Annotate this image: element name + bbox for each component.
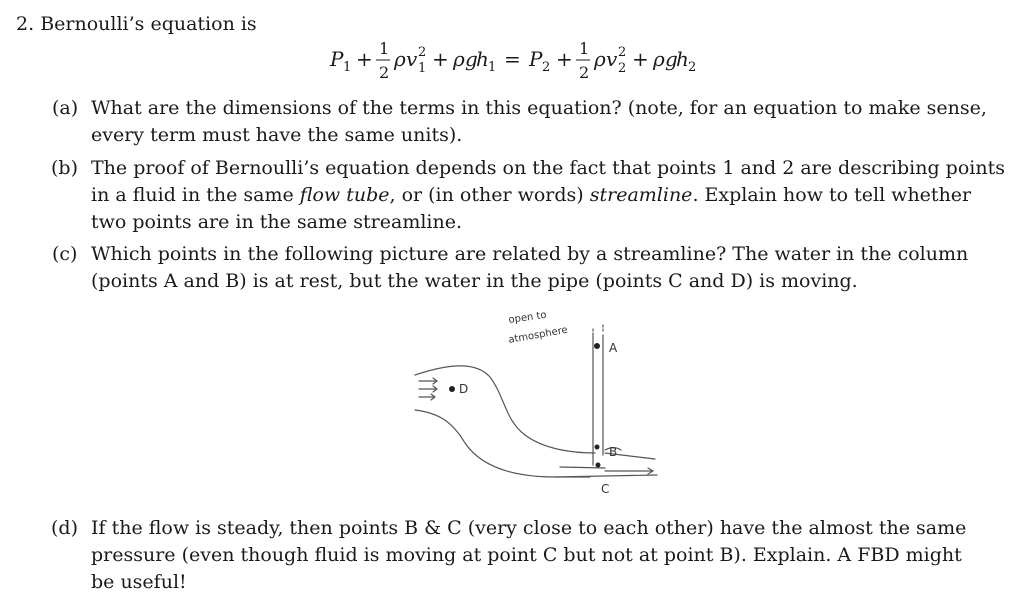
eq-plus-3: +	[556, 47, 573, 71]
eq-hsub-1: 1	[488, 60, 497, 75]
flow-arrow-1	[419, 378, 437, 384]
part-b-line-1: The proof of Bernoulli’s equation depends on the fact that points 1 and 2 are describing points	[91, 157, 1005, 179]
part-b-line-3: two points are in the same streamline.	[91, 211, 463, 233]
eq-sub1: 1	[343, 60, 352, 75]
eq-vsub-2: 2	[618, 61, 627, 76]
part-d-line-1: If the flow is steady, then points B & C (very close to each other) have the almost the same	[91, 517, 967, 539]
eq-rho-3: ρ	[594, 47, 606, 71]
eq-v-2: v	[606, 47, 618, 71]
note-atmosphere: atmosphere	[507, 324, 569, 346]
pipe-right-bottom	[555, 475, 657, 477]
point-c-dot	[596, 463, 601, 468]
eq-equals: =	[504, 47, 521, 71]
part-b-term-streamline: streamline	[589, 184, 693, 206]
part-b-line-2-post: . Explain how to tell whether	[692, 184, 972, 206]
lower-flow-arrow	[605, 468, 653, 474]
eq-half-num-2: 1	[579, 39, 590, 58]
eq-plus-1: +	[356, 47, 373, 71]
eq-rho-4: ρ	[653, 47, 665, 71]
part-c-line-1: Which points in the following picture are related by a streamline? The water in the column	[91, 243, 969, 265]
part-a-label: (a)	[52, 97, 79, 119]
problem-heading-text: Bernoulli’s equation is	[40, 13, 257, 35]
point-b-dot	[595, 445, 600, 450]
pipe-upper-wall	[415, 366, 595, 453]
part-b-line-2	[91, 182, 971, 209]
eq-plus-4: +	[632, 47, 649, 71]
label-c: C	[601, 482, 610, 496]
label-d: D	[459, 382, 469, 396]
problem-heading	[16, 11, 257, 38]
eq-v-1: v	[406, 47, 418, 71]
eq-h-1: h	[476, 47, 489, 71]
part-d-label: (d)	[51, 517, 78, 539]
eq-half-den-1: 2	[379, 63, 390, 82]
bernoulli-equation	[330, 32, 710, 86]
flow-arrow-2	[419, 386, 437, 392]
equation-svg	[330, 32, 710, 86]
part-a-line-1: What are the dimensions of the terms in this equation? (note, for an equation to make sense,	[91, 97, 987, 119]
point-d-dot	[449, 386, 455, 392]
problem-number: 2.	[16, 13, 35, 35]
figure-drawing	[405, 305, 675, 510]
point-a-dot	[594, 343, 600, 349]
part-b-term-flow-tube: flow tube	[299, 184, 390, 206]
eq-g-1: g	[465, 47, 478, 71]
eq-h-2: h	[676, 47, 689, 71]
part-c-label: (c)	[52, 243, 78, 265]
flow-arrow-3	[419, 394, 435, 400]
eq-sub2: 2	[542, 60, 551, 75]
eq-P2: P	[529, 47, 543, 71]
eq-P1: P	[330, 47, 344, 71]
part-b-label: (b)	[51, 157, 78, 179]
eq-half-den-2: 2	[579, 63, 590, 82]
eq-sq-1: 2	[418, 45, 427, 60]
eq-g-2: g	[665, 47, 678, 71]
eq-plus-2: +	[432, 47, 449, 71]
eq-rho-2: ρ	[453, 47, 465, 71]
part-c-line-2: (points A and B) is at rest, but the water in the pipe (points C and D) is moving.	[91, 270, 858, 292]
part-b-line-2-mid: , or (in other words)	[389, 184, 590, 206]
part-d-line-3: be useful!	[91, 571, 187, 593]
eq-rho-1: ρ	[394, 47, 406, 71]
eq-half-num-1: 1	[379, 39, 390, 58]
part-d-line-2: pressure (even though fluid is moving at point C but not at point B). Explain. A FBD might	[91, 544, 962, 566]
part-b-line-2-pre: in a fluid in the same	[91, 184, 300, 206]
label-b: B	[609, 445, 618, 459]
column-open-top	[593, 325, 603, 335]
note-open-to: open to	[507, 309, 548, 326]
part-a-line-2: every term must have the same units).	[91, 124, 463, 146]
pipe-column-figure	[405, 305, 675, 510]
label-a: A	[609, 341, 618, 355]
eq-hsub-2: 2	[688, 60, 697, 75]
eq-sq-2: 2	[618, 45, 627, 60]
eq-vsub-1: 1	[418, 61, 427, 76]
